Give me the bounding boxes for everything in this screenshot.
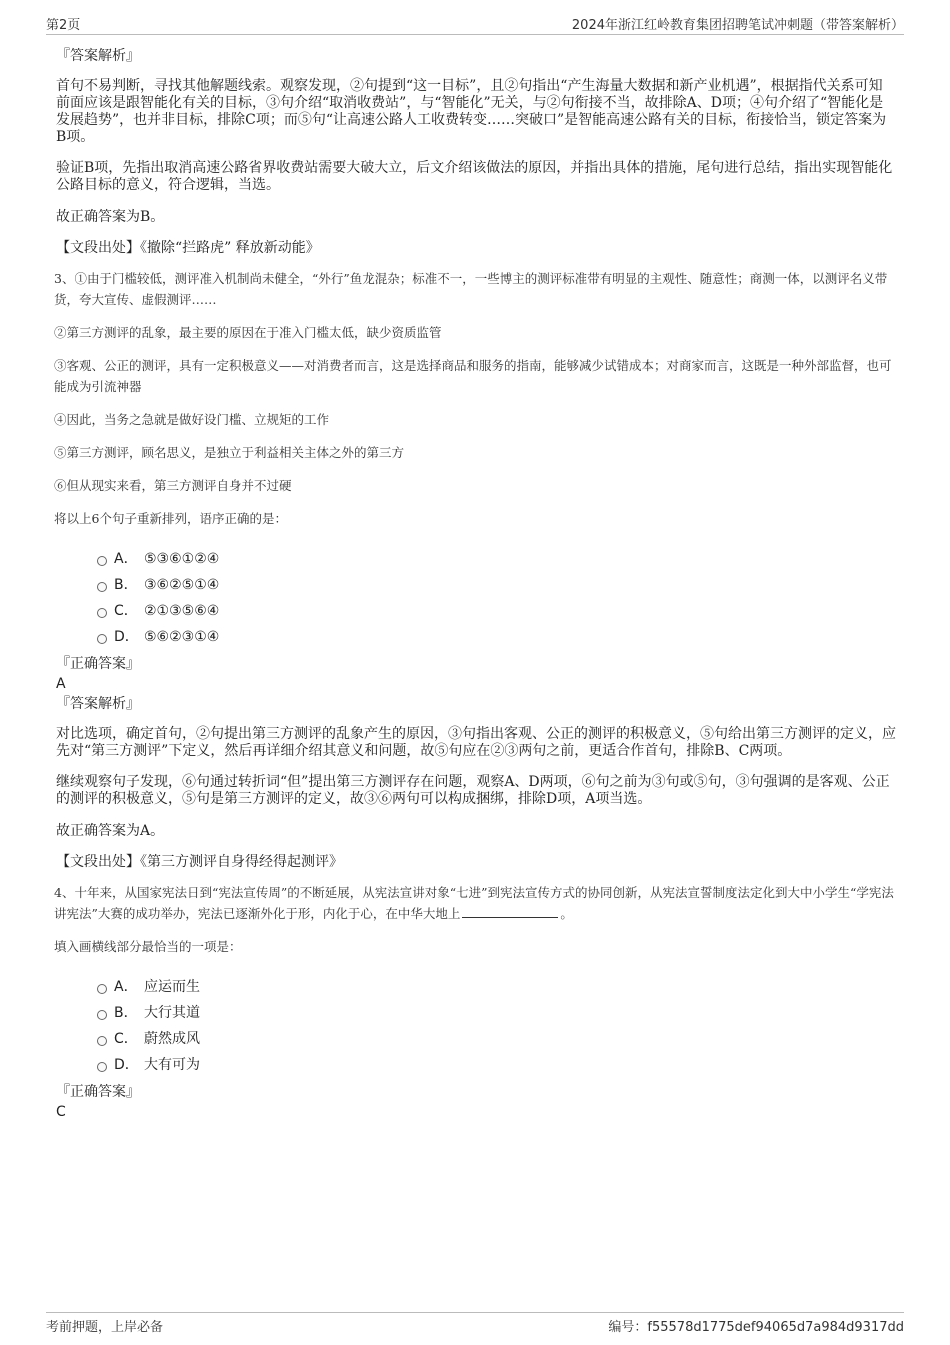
passage-source: 【文段出处】《第三方测评自身得经得起测评》: [56, 854, 343, 870]
option-c[interactable]: C． ②①③⑤⑥④: [56, 600, 896, 626]
radio-icon[interactable]: [97, 556, 107, 566]
radio-icon[interactable]: [97, 1062, 107, 1072]
analysis-paragraph: 首句不易判断，寻找其他解题线索。观察发现，②句提到“这一目标”，且②句指出“产生海量大数据和新产业机遇”，根据指代关系可知前面应该是跟智能化有关的目标，③句介绍“取消收费站”，与“智能化”无关，与②句衔接不当，故排除A、D项；④句介绍了“智能化是发展趋势”，也并非目标，排除C项；而⑤句“让高速公路人工收费转变……突破口”是智能高速公路有关的目标，衔接恰当，锁定答案为B项。: [56, 78, 887, 145]
correct-answer: A: [56, 676, 66, 692]
page-number: 第2页: [46, 18, 81, 33]
question-sentence: 3、①由于门槛较低，测评准入机制尚未健全，“外行”鱼龙混杂；标准不一，一些博主的测评标准带有明显的主观性、随意性；商测一体，以测评名义带货，夸大宣传、虚假测评……: [54, 271, 888, 307]
fill-blank: [462, 904, 558, 918]
option-b[interactable]: B． ③⑥②⑤①④: [56, 574, 896, 600]
radio-icon[interactable]: [97, 1036, 107, 1046]
question-sentence: ⑥但从现实来看，第三方测评自身并不过硬: [54, 478, 292, 493]
radio-icon[interactable]: [97, 608, 107, 618]
question-sentence: ③客观、公正的测评，具有一定积极意义——对消费者而言，这是选择商品和服务的指南，能够减少试错成本；对商家而言，这既是一种外部监督，也可能成为引流神器: [54, 358, 892, 394]
question-stem: 4、十年来，从国家宪法日到“宪法宣传周”的不断延展，从宪法宣讲对象“七进”到宪法宣传方式的协同创新，从宪法宣誓制度法定化到大中小学生“学宪法讲宪法”大赛的成功举办，宪法已逐渐外化于形，内化于心，在中华大地上 。: [54, 885, 894, 921]
passage-source: 【文段出处】《撤除“拦路虎” 释放新动能》: [56, 240, 320, 256]
radio-icon[interactable]: [97, 984, 107, 994]
answer-options: [56, 548, 896, 652]
correct-answer: C: [56, 1104, 66, 1120]
conclusion-text: 故正确答案为B。: [56, 209, 165, 225]
radio-icon[interactable]: [97, 582, 107, 592]
page-footer: [46, 1312, 904, 1336]
question-prompt: 将以上6个句子重新排列，语序正确的是：: [54, 511, 287, 526]
question-prompt: 填入画横线部分最恰当的一项是：: [54, 939, 242, 954]
analysis-paragraph: 验证B项，先指出取消高速公路省界收费站需要大破大立，后文介绍该做法的原因，并指出具体的措施，尾句进行总结，指出实现智能化公路目标的意义，符合逻辑，当选。: [56, 160, 893, 193]
radio-icon[interactable]: [97, 634, 107, 644]
option-d[interactable]: D． 大有可为: [56, 1054, 896, 1080]
analysis-paragraph: 对比选项，确定首句，②句提出第三方测评的乱象产生的原因，③句指出客观、公正的测评的积极意义，⑤句给出第三方测评的定义，应先对“第三方测评”下定义，然后再详细介绍其意义和问题，故⑤句应在②③两句之前，更适合作首句，排除B、C两项。: [56, 726, 896, 759]
option-a[interactable]: A． 应运而生: [56, 976, 896, 1002]
radio-icon[interactable]: [97, 1010, 107, 1020]
footer-slogan: 考前押题，上岸必备: [46, 1320, 164, 1335]
analysis-paragraph: 继续观察句子发现，⑥句通过转折词“但”提出第三方测评存在问题，观察A、D两项，⑥句之前为③句或⑤句，③句强调的是客观、公正的测评的积极意义，⑤句是第三方测评的定义，故③⑥两句可以构成捆绑，排除D项，A项当选。: [56, 774, 890, 807]
page-header: [46, 14, 904, 35]
question-sentence: ②第三方测评的乱象，最主要的原因在于准入门槛太低，缺少资质监管: [54, 325, 442, 340]
question-sentence: ④因此，当务之急就是做好设门槛、立规矩的工作: [54, 412, 330, 427]
option-b[interactable]: B． 大行其道: [56, 1002, 896, 1028]
analysis-label: 『答案解析』: [56, 48, 140, 64]
option-c[interactable]: C． 蔚然成风: [56, 1028, 896, 1054]
correct-answer-label: 『正确答案』: [56, 1084, 140, 1100]
document-id: 编号：f55578d1775def94065d7a984d9317dd: [608, 1320, 904, 1335]
document-title: 2024年浙江红岭教育集团招聘笔试冲刺题（带答案解析）: [571, 18, 904, 33]
option-d[interactable]: D． ⑤⑥②③①④: [56, 626, 896, 652]
answer-options: [56, 976, 896, 1080]
correct-answer-label: 『正确答案』: [56, 656, 140, 672]
page-content: [56, 46, 896, 1122]
question-sentence: ⑤第三方测评，顾名思义，是独立于利益相关主体之外的第三方: [54, 445, 405, 460]
option-a[interactable]: A． ⑤③⑥①②④: [56, 548, 896, 574]
conclusion-text: 故正确答案为A。: [56, 823, 165, 839]
analysis-label: 『答案解析』: [56, 696, 140, 712]
